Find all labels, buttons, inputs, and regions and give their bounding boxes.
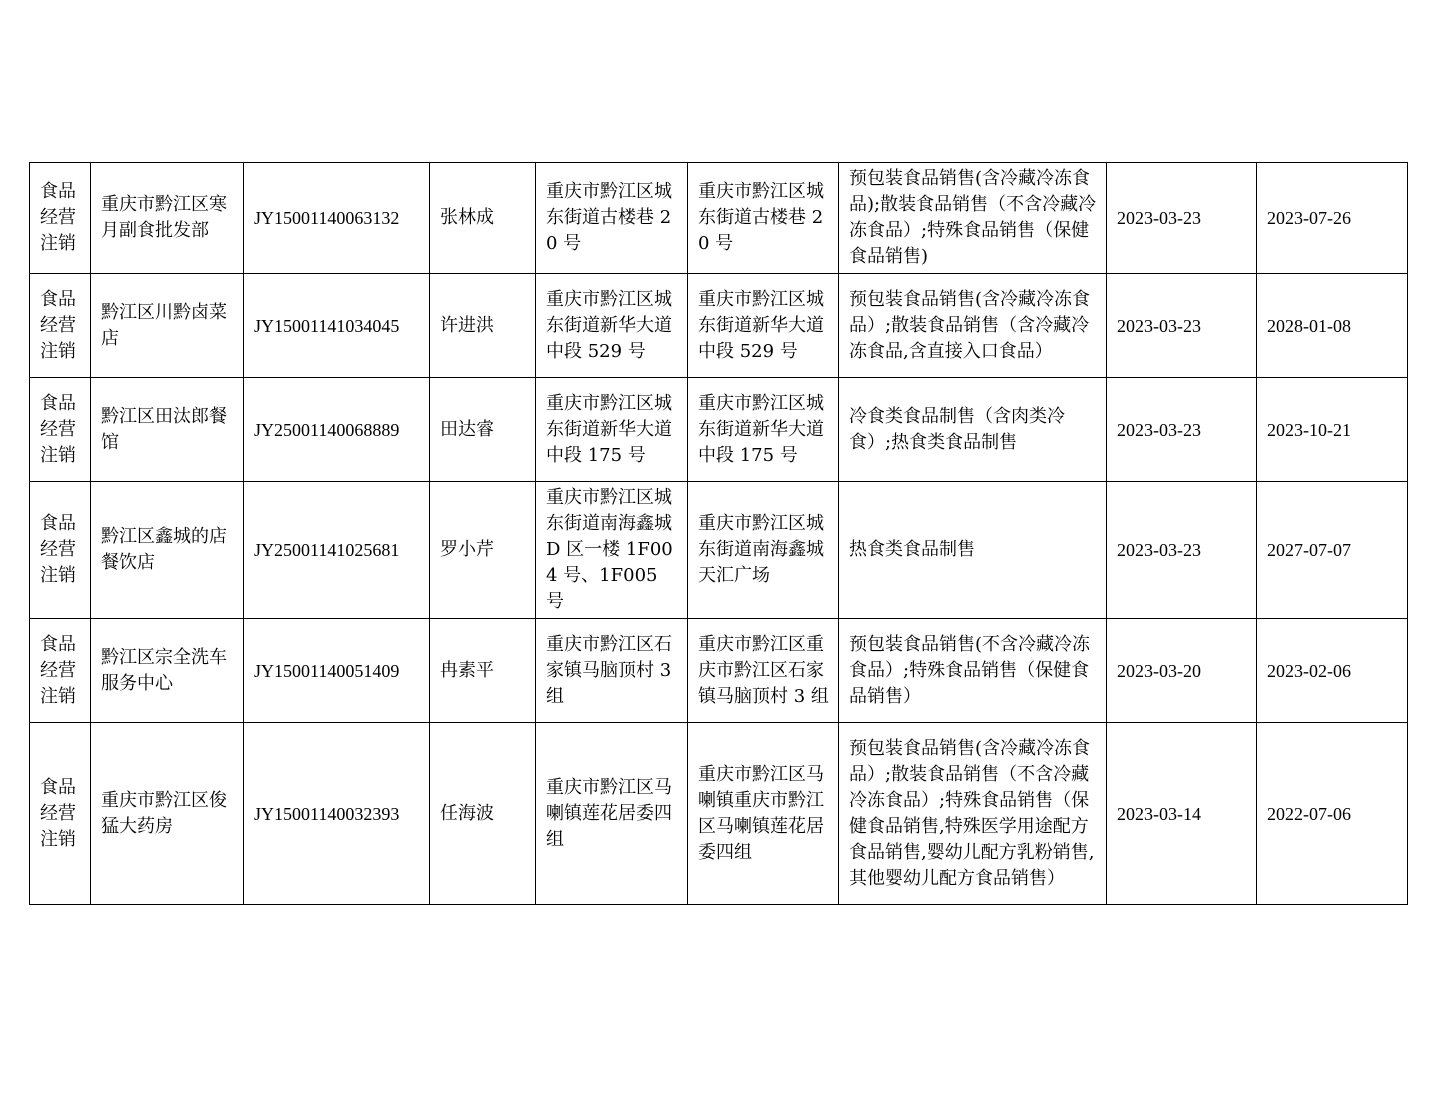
address-cell: 重庆市黔江区石家镇马脑顶村 3 组 <box>536 619 688 723</box>
record-type-cell: 食品经营注销 <box>30 482 91 619</box>
valid-until-cell: 2027-07-07 <box>1257 482 1408 619</box>
valid-until-cell: 2023-07-26 <box>1257 163 1408 274</box>
cancel-date-cell: 2023-03-23 <box>1107 378 1257 482</box>
valid-until-cell: 2022-07-06 <box>1257 723 1408 905</box>
valid-until-cell: 2023-10-21 <box>1257 378 1408 482</box>
valid-until-cell: 2023-02-06 <box>1257 619 1408 723</box>
record-type-cell: 食品经营注销 <box>30 163 91 274</box>
legal-person-cell: 罗小芹 <box>430 482 536 619</box>
business-name-cell: 黔江区鑫城的店餐饮店 <box>91 482 244 619</box>
legal-person-cell: 张林成 <box>430 163 536 274</box>
license-number-cell: JY15001141034045 <box>244 274 430 378</box>
legal-person-cell: 田达睿 <box>430 378 536 482</box>
cancel-date-cell: 2023-03-23 <box>1107 163 1257 274</box>
business-scope-cell: 热食类食品制售 <box>839 482 1107 619</box>
premises-cell: 重庆市黔江区城东街道古楼巷 20 号 <box>688 163 839 274</box>
premises-cell: 重庆市黔江区马喇镇重庆市黔江区马喇镇莲花居委四组 <box>688 723 839 905</box>
table-row <box>30 482 1408 619</box>
business-scope-cell: 预包装食品销售(含冷藏冷冻食品）;散装食品销售（不含冷藏冷冻食品）;特殊食品销售（保健食品销售,特殊医学用途配方食品销售,婴幼儿配方乳粉销售,其他婴幼儿配方食品销售） <box>839 723 1107 905</box>
record-type-cell: 食品经营注销 <box>30 619 91 723</box>
table-row <box>30 163 1408 274</box>
legal-person-cell: 许进洪 <box>430 274 536 378</box>
table-row <box>30 274 1408 378</box>
business-scope-cell: 预包装食品销售(含冷藏冷冻食品);散装食品销售（不含冷藏冷冻食品）;特殊食品销售（保健食品销售) <box>839 163 1107 274</box>
table-row <box>30 619 1408 723</box>
license-number-cell: JY25001141025681 <box>244 482 430 619</box>
legal-person-cell: 任海波 <box>430 723 536 905</box>
cancel-date-cell: 2023-03-14 <box>1107 723 1257 905</box>
business-name-cell: 黔江区宗全洗车服务中心 <box>91 619 244 723</box>
address-cell: 重庆市黔江区马喇镇莲花居委四组 <box>536 723 688 905</box>
business-scope-cell: 冷食类食品制售（含肉类冷食）;热食类食品制售 <box>839 378 1107 482</box>
address-cell: 重庆市黔江区城东街道新华大道中段 529 号 <box>536 274 688 378</box>
license-number-cell: JY15001140051409 <box>244 619 430 723</box>
business-name-cell: 黔江区田汰郎餐馆 <box>91 378 244 482</box>
license-number-cell: JY15001140063132 <box>244 163 430 274</box>
premises-cell: 重庆市黔江区城东街道南海鑫城天汇广场 <box>688 482 839 619</box>
address-cell: 重庆市黔江区城东街道古楼巷 20 号 <box>536 163 688 274</box>
table-row <box>30 723 1408 905</box>
business-name-cell: 黔江区川黔卤菜店 <box>91 274 244 378</box>
records-table <box>29 162 1408 905</box>
license-number-cell: JY15001140032393 <box>244 723 430 905</box>
business-name-cell: 重庆市黔江区俊猛大药房 <box>91 723 244 905</box>
premises-cell: 重庆市黔江区城东街道新华大道中段 529 号 <box>688 274 839 378</box>
table-row <box>30 378 1408 482</box>
cancel-date-cell: 2023-03-20 <box>1107 619 1257 723</box>
record-type-cell: 食品经营注销 <box>30 378 91 482</box>
valid-until-cell: 2028-01-08 <box>1257 274 1408 378</box>
legal-person-cell: 冉素平 <box>430 619 536 723</box>
address-cell: 重庆市黔江区城东街道新华大道中段 175 号 <box>536 378 688 482</box>
premises-cell: 重庆市黔江区重庆市黔江区石家镇马脑顶村 3 组 <box>688 619 839 723</box>
business-name-cell: 重庆市黔江区寒月副食批发部 <box>91 163 244 274</box>
cancel-date-cell: 2023-03-23 <box>1107 482 1257 619</box>
record-type-cell: 食品经营注销 <box>30 274 91 378</box>
business-scope-cell: 预包装食品销售(不含冷藏冷冻食品）;特殊食品销售（保健食品销售） <box>839 619 1107 723</box>
record-type-cell: 食品经营注销 <box>30 723 91 905</box>
business-scope-cell: 预包装食品销售(含冷藏冷冻食品）;散装食品销售（含冷藏冷冻食品,含直接入口食品） <box>839 274 1107 378</box>
cancel-date-cell: 2023-03-23 <box>1107 274 1257 378</box>
license-number-cell: JY25001140068889 <box>244 378 430 482</box>
address-cell: 重庆市黔江区城东街道南海鑫城 D 区一楼 1F004 号、1F005 号 <box>536 482 688 619</box>
premises-cell: 重庆市黔江区城东街道新华大道中段 175 号 <box>688 378 839 482</box>
